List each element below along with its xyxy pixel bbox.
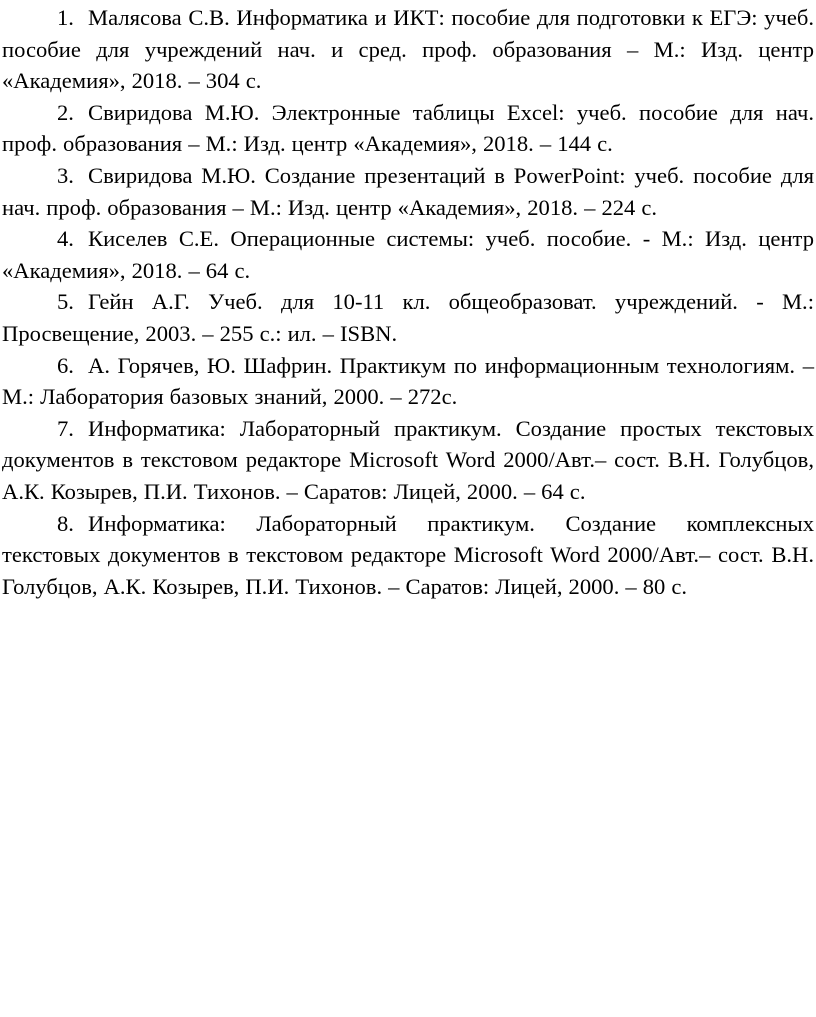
reference-text: Информатика: Лабораторный практикум. Создание простых текстовых документов в текстовом редакторе Microsoft Word 2000/Авт.– сост. В.Н. Голубцов, А.К. Козырев, П.И. Тихонов. – Саратов: Лицей, 2000. – 64 с. [2, 415, 814, 504]
reference-number: 5. [57, 289, 74, 315]
reference-item [2, 97, 814, 160]
reference-text: А. Горячев, Ю. Шафрин. Практикум по информационным технологиям. – М.: Лаборатория базовых знаний, 2000. – 272с. [2, 352, 814, 410]
reference-item [2, 160, 814, 223]
reference-item [2, 223, 814, 286]
reference-item [2, 2, 814, 97]
reference-text: Киселев С.Е. Операционные системы: учеб. пособие. - М.: Изд. центр «Академия», 2018. – 64 с. [2, 226, 814, 283]
reference-number: 8. [57, 510, 74, 536]
reference-text: Свиридова М.Ю. Создание презентаций в PowerPoint: учеб. пособие для нач. проф. образования – М.: Изд. центр «Академия», 2018. – 224 с. [2, 162, 814, 220]
reference-number: 7. [57, 415, 74, 441]
reference-text: Свиридова М.Ю. Электронные таблицы Excel: учеб. пособие для нач. проф. образования – М.: Изд. центр «Академия», 2018. – 144 с. [2, 99, 814, 157]
reference-number: 6. [57, 352, 74, 378]
reference-number: 2. [57, 99, 74, 125]
reference-text: Информатика: Лабораторный практикум. Создание комплексных текстовых документов в текстовом редакторе Microsoft Word 2000/Авт.– сост. В.Н. Голубцов, А.К. Козырев, П.И. Тихонов. – Саратов: Лицей, 2000. – 80 с. [2, 510, 814, 599]
reference-item [2, 508, 814, 603]
reference-text: Малясова С.В. Информатика и ИКТ: пособие для подготовки к ЕГЭ: учеб. пособие для учреждений нач. и сред. проф. образования – М.: Изд. центр «Академия», 2018. – 304 с. [2, 5, 814, 94]
reference-number: 1. [57, 5, 74, 30]
reference-item [2, 413, 814, 508]
reference-number: 3. [57, 162, 74, 188]
reference-item [2, 350, 814, 413]
reference-text: Гейн А.Г. Учеб. для 10-11 кл. общеобразоват. учреждений. - М.: Просвещение, 2003. – 255 с.: ил. – ISBN. [2, 289, 814, 346]
reference-number: 4. [57, 226, 74, 252]
reference-list [2, 2, 814, 602]
reference-item [2, 286, 814, 349]
